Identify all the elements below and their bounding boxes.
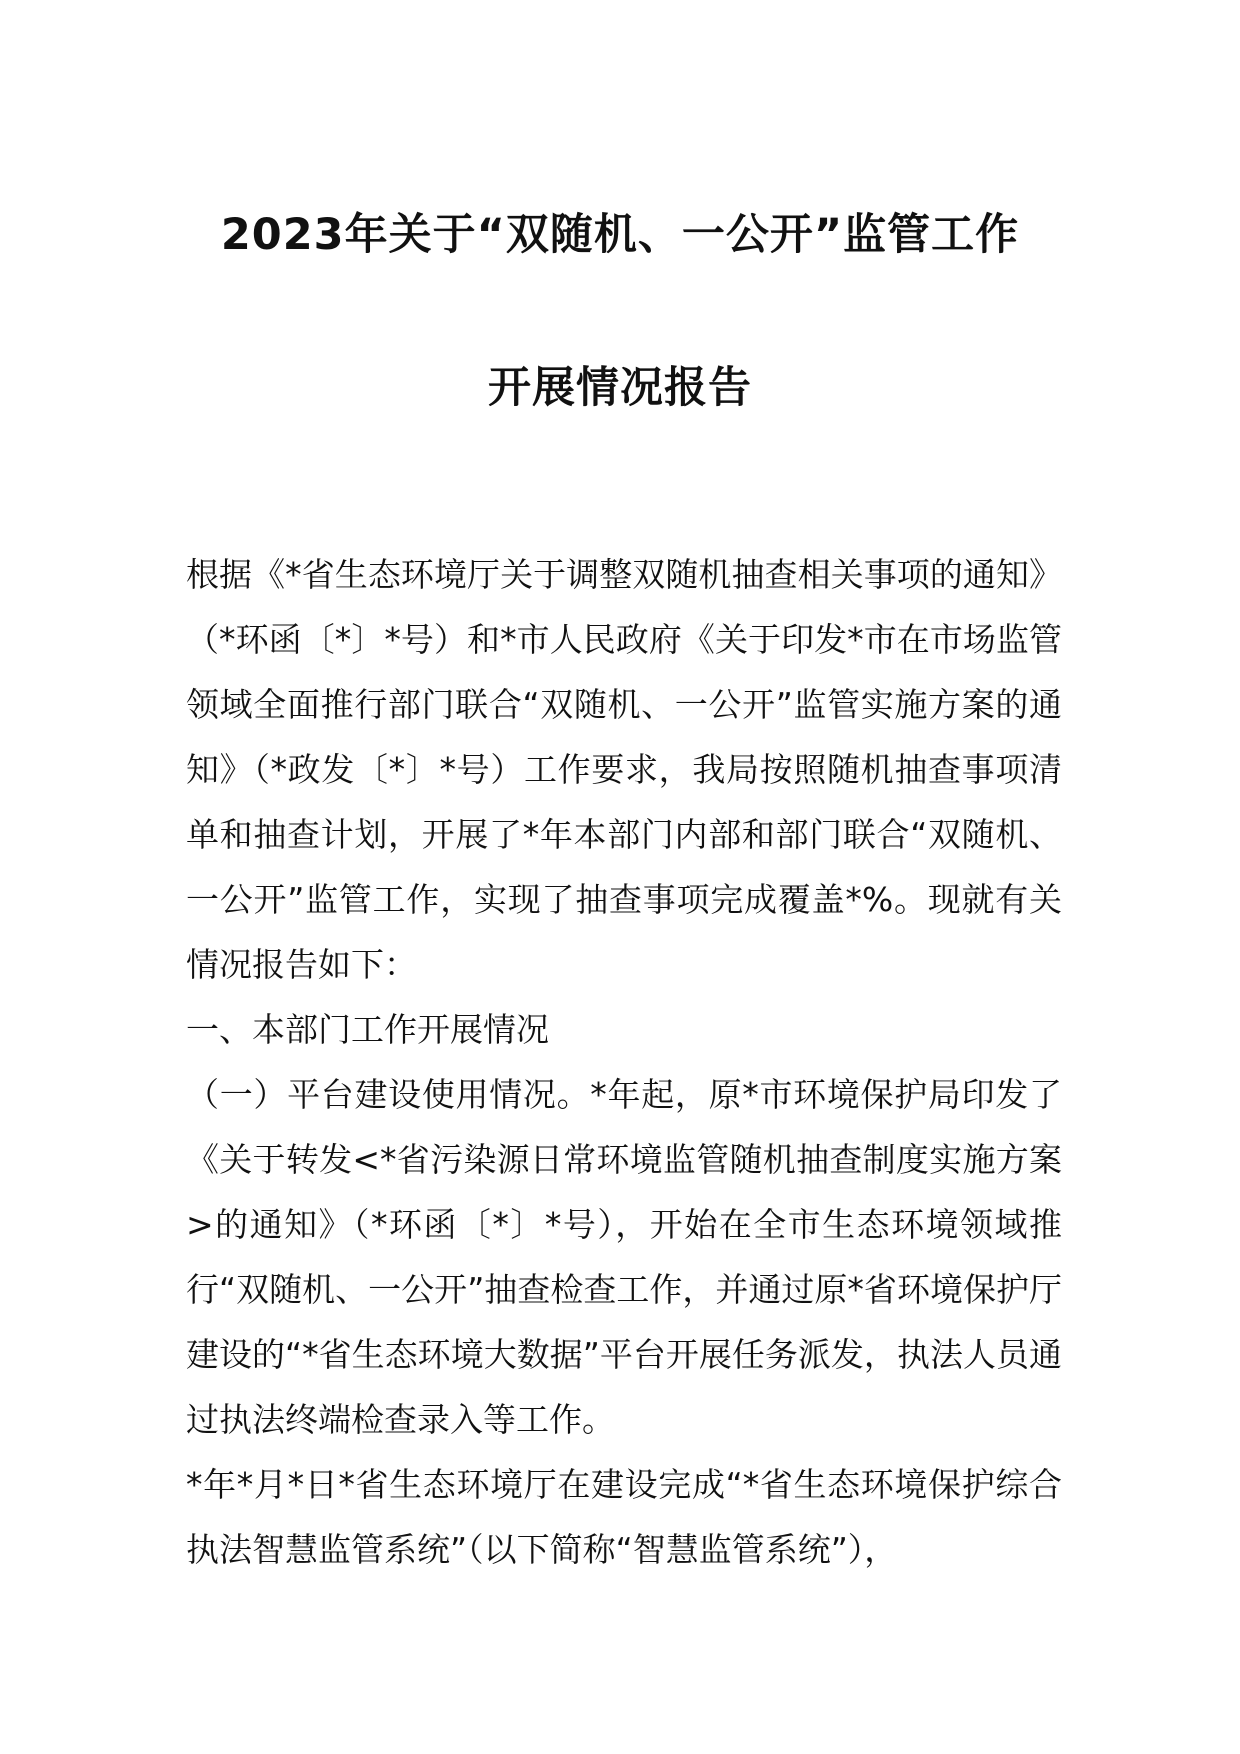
document-body <box>186 542 1062 1582</box>
document-title-line-1: 2023年关于“双随机、一公开”监管工作 <box>220 210 1020 260</box>
paragraph-platform-construction: （一）平台建设使用情况。*年起，原*市环境保护局印发了《关于转发<*省污染源日常环境监管随机抽查制度实施方案>的通知》（*环函〔*〕*号），开始在全市生态环境领域推行“双随机、一公开”抽查检查工作，并通过原*省环境保护厅建设的“*省生态环境大数据”平台开展任务派发，执法人员通过执法终端检查录入等工作。 <box>186 1075 1062 1439</box>
paragraph-intro: 根据《*省生态环境厅关于调整双随机抽查相关事项的通知》（*环函〔*〕*号）和*市人民政府《关于印发*市在市场监管领域全面推行部门联合“双随机、一公开”监管实施方案的通知》（*政发〔*〕*号）工作要求，我局按照随机抽查事项清单和抽查计划，开展了*年本部门内部和部门联合“双随机、一公开”监管工作，实现了抽查事项完成覆盖*%。现就有关情况报告如下： <box>186 555 1062 984</box>
paragraph-smart-supervision-system: *年*月*日*省生态环境厅在建设完成“*省生态环境保护综合执法智慧监管系统”（以下简称“智慧监管系统”）， <box>186 1465 1062 1569</box>
section-heading-1: 一、本部门工作开展情况 <box>186 1010 549 1049</box>
document-title-line-2: 开展情况报告 <box>488 363 752 413</box>
